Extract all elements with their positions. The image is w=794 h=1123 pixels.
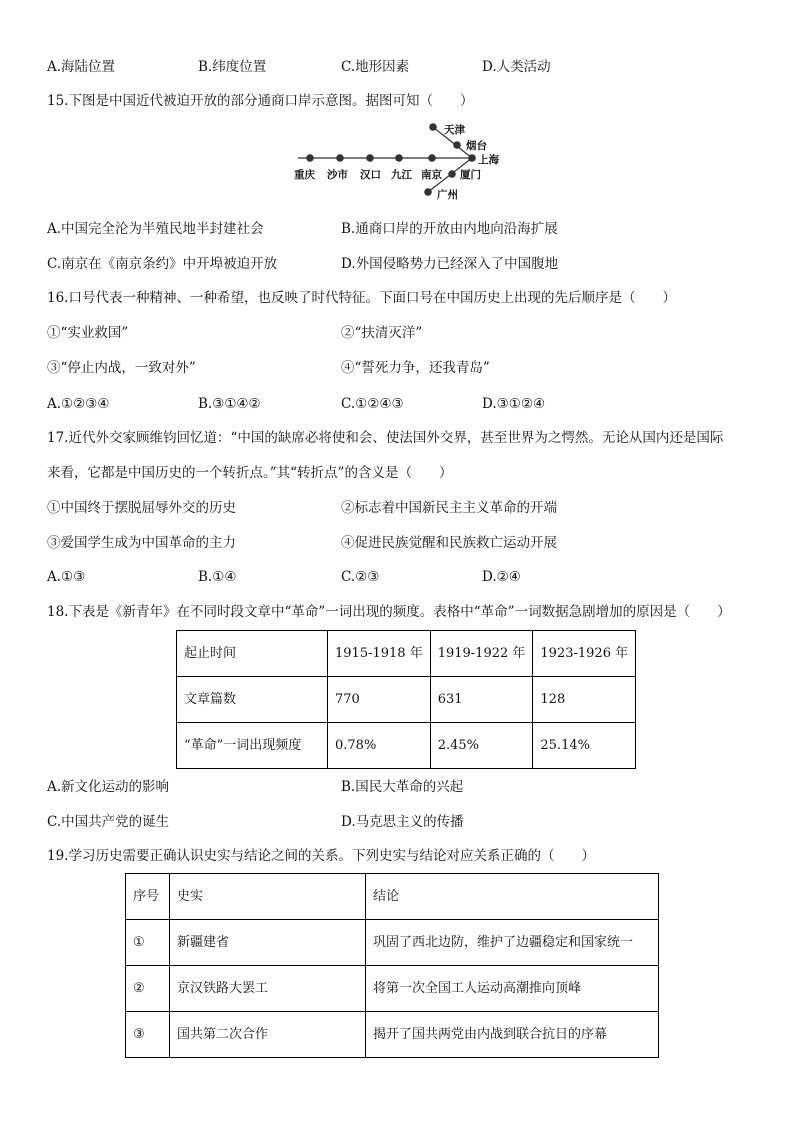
q17-stem-line2: 来看，它都是中国历史的一个转折点。”其“转折点”的含义是（ ） bbox=[47, 465, 453, 481]
table-cell: 2.45% bbox=[430, 723, 533, 769]
map-label-shanghai: 上海 bbox=[478, 154, 499, 166]
map-label-shashi: 沙市 bbox=[327, 169, 348, 181]
map-dot-chongqing bbox=[306, 154, 314, 162]
q17-options bbox=[47, 568, 767, 586]
q17-option-d[interactable]: D.②④ bbox=[482, 569, 521, 585]
q18-options-row2 bbox=[47, 813, 767, 831]
map-dot-hankou bbox=[366, 154, 374, 162]
q16-item-1: ①“实业救国” bbox=[47, 325, 129, 341]
table-cell: 巩固了西北边防，维护了边疆稳定和国家统一 bbox=[366, 920, 659, 966]
q18-stem: 18.下表是《新青年》在不同时段文章中“革命”一词出现的频度。表格中“革命”一词数据急剧增加的原因是（ ） bbox=[47, 604, 731, 620]
q16-item-4: ④“誓死力争，还我青岛” bbox=[341, 360, 490, 376]
map-label-tianjin: 天津 bbox=[444, 124, 465, 136]
q14-options bbox=[47, 58, 767, 76]
q16-option-a[interactable]: A.①②③④ bbox=[47, 396, 110, 412]
table-cell: 国共第二次合作 bbox=[170, 1012, 366, 1058]
table-cell: 新疆建省 bbox=[170, 920, 366, 966]
q16-option-c[interactable]: C.①②④③ bbox=[341, 396, 404, 412]
q15-option-a[interactable]: A.中国完全沦为半殖民地半封建社会 bbox=[47, 221, 264, 237]
table-row bbox=[126, 966, 659, 1012]
q18-options-row1 bbox=[47, 778, 767, 796]
q17-items-row1 bbox=[47, 499, 767, 517]
table-cell: 1919-1922 年 bbox=[430, 631, 533, 677]
table-cell: 京汉铁路大罢工 bbox=[170, 966, 366, 1012]
q16-options bbox=[47, 395, 767, 413]
q15-options-row1 bbox=[47, 220, 767, 238]
q14-option-c[interactable]: C.地形因素 bbox=[341, 59, 410, 75]
q18-option-b[interactable]: B.国民大革命的兴起 bbox=[341, 779, 464, 795]
table-cell: 序号 bbox=[126, 874, 170, 920]
q15-stem: 15.下图是中国近代被迫开放的部分通商口岸示意图。据图可知（ ） bbox=[47, 93, 474, 109]
table-cell: 128 bbox=[533, 677, 636, 723]
table-cell: 1923-1926 年 bbox=[533, 631, 636, 677]
table-cell: “革命”一词出现频度 bbox=[177, 723, 328, 769]
table-cell: ① bbox=[126, 920, 170, 966]
table-row bbox=[177, 677, 636, 723]
q14-option-a[interactable]: A.海陆位置 bbox=[47, 59, 116, 75]
table-cell: ② bbox=[126, 966, 170, 1012]
table-row bbox=[177, 631, 636, 677]
table-cell: 25.14% bbox=[533, 723, 636, 769]
table-cell: 揭开了国共两党由内战到联合抗日的序幕 bbox=[366, 1012, 659, 1058]
table-row bbox=[126, 920, 659, 966]
map-label-xiamen: 厦门 bbox=[460, 169, 481, 181]
map-label-chongqing: 重庆 bbox=[294, 169, 315, 181]
q19-table bbox=[125, 873, 659, 1058]
q16-item-2: ②“扶清灭洋” bbox=[341, 325, 423, 341]
table-cell: ③ bbox=[126, 1012, 170, 1058]
q17-stem-line1: 17.近代外交家顾维钧回忆道：“中国的缺席必将使和会、使法国外交界，甚至世界为之愕然。无论从国内还是国际 bbox=[47, 430, 724, 446]
q15-option-b[interactable]: B.通商口岸的开放由内地向沿海扩展 bbox=[341, 221, 558, 237]
table-cell: 起止时间 bbox=[177, 631, 328, 677]
q16-option-b[interactable]: B.③①④② bbox=[198, 396, 261, 412]
q18-table bbox=[176, 630, 636, 769]
q15-option-c[interactable]: C.南京在《南京条约》中开埠被迫开放 bbox=[47, 256, 278, 272]
map-dot-tianjin bbox=[429, 123, 437, 131]
q16-option-d[interactable]: D.③①②④ bbox=[482, 396, 546, 412]
q17-items-row2 bbox=[47, 534, 767, 552]
table-cell: 将第一次全国工人运动高潮推向顶峰 bbox=[366, 966, 659, 1012]
map-dot-shashi bbox=[336, 154, 344, 162]
table-cell: 1915-1918 年 bbox=[328, 631, 431, 677]
q14-option-b[interactable]: B.纬度位置 bbox=[198, 59, 267, 75]
map-dot-shanghai bbox=[468, 154, 476, 162]
q18-option-c[interactable]: C.中国共产党的诞生 bbox=[47, 814, 170, 830]
table-cell: 0.78% bbox=[328, 723, 431, 769]
map-dot-jiujiang bbox=[395, 154, 403, 162]
map-label-guangzhou: 广州 bbox=[437, 189, 458, 201]
q14-option-d[interactable]: D.人类活动 bbox=[482, 59, 551, 75]
treaty-ports-map bbox=[290, 120, 510, 205]
map-dot-xiamen bbox=[448, 170, 456, 178]
table-cell: 631 bbox=[430, 677, 533, 723]
q18-option-a[interactable]: A.新文化运动的影响 bbox=[47, 779, 170, 795]
map-label-jiujiang: 九江 bbox=[391, 169, 412, 181]
q16-items-row2 bbox=[47, 359, 767, 377]
map-dot-yantai bbox=[453, 141, 461, 149]
q17-item-3: ③爱国学生成为中国革命的主力 bbox=[47, 535, 236, 551]
map-dot-guangzhou bbox=[424, 188, 432, 196]
map-label-nanjing: 南京 bbox=[421, 169, 442, 181]
q19-stem: 19.学习历史需要正确认识史实与结论之间的关系。下列史实与结论对应关系正确的（ ） bbox=[47, 848, 595, 864]
q17-item-2: ②标志着中国新民主主义革命的开端 bbox=[341, 500, 557, 516]
q16-item-3: ③“停止内战，一致对外” bbox=[47, 360, 196, 376]
table-cell: 史实 bbox=[170, 874, 366, 920]
q17-item-4: ④促进民族觉醒和民族救亡运动开展 bbox=[341, 535, 557, 551]
q15-options-row2 bbox=[47, 255, 767, 273]
q16-items-row1 bbox=[47, 324, 767, 342]
q16-stem: 16.口号代表一种精神、一种希望，也反映了时代特征。下面口号在中国历史上出现的先后顺序是（ ） bbox=[47, 290, 676, 306]
table-row bbox=[126, 874, 659, 920]
table-row bbox=[177, 723, 636, 769]
q17-option-c[interactable]: C.②③ bbox=[341, 569, 380, 585]
table-cell: 文章篇数 bbox=[177, 677, 328, 723]
q15-option-d[interactable]: D.外国侵略势力已经深入了中国腹地 bbox=[341, 256, 559, 272]
map-label-yantai: 烟台 bbox=[466, 140, 487, 152]
q18-option-d[interactable]: D.马克思主义的传播 bbox=[341, 814, 464, 830]
table-cell: 结论 bbox=[366, 874, 659, 920]
map-label-hankou: 汉口 bbox=[360, 169, 381, 181]
q17-item-1: ①中国终于摆脱屈辱外交的历史 bbox=[47, 500, 236, 516]
map-dot-nanjing bbox=[428, 154, 436, 162]
q17-option-a[interactable]: A.①③ bbox=[47, 569, 86, 585]
table-cell: 770 bbox=[328, 677, 431, 723]
q17-option-b[interactable]: B.①④ bbox=[198, 569, 237, 585]
table-row bbox=[126, 1012, 659, 1058]
